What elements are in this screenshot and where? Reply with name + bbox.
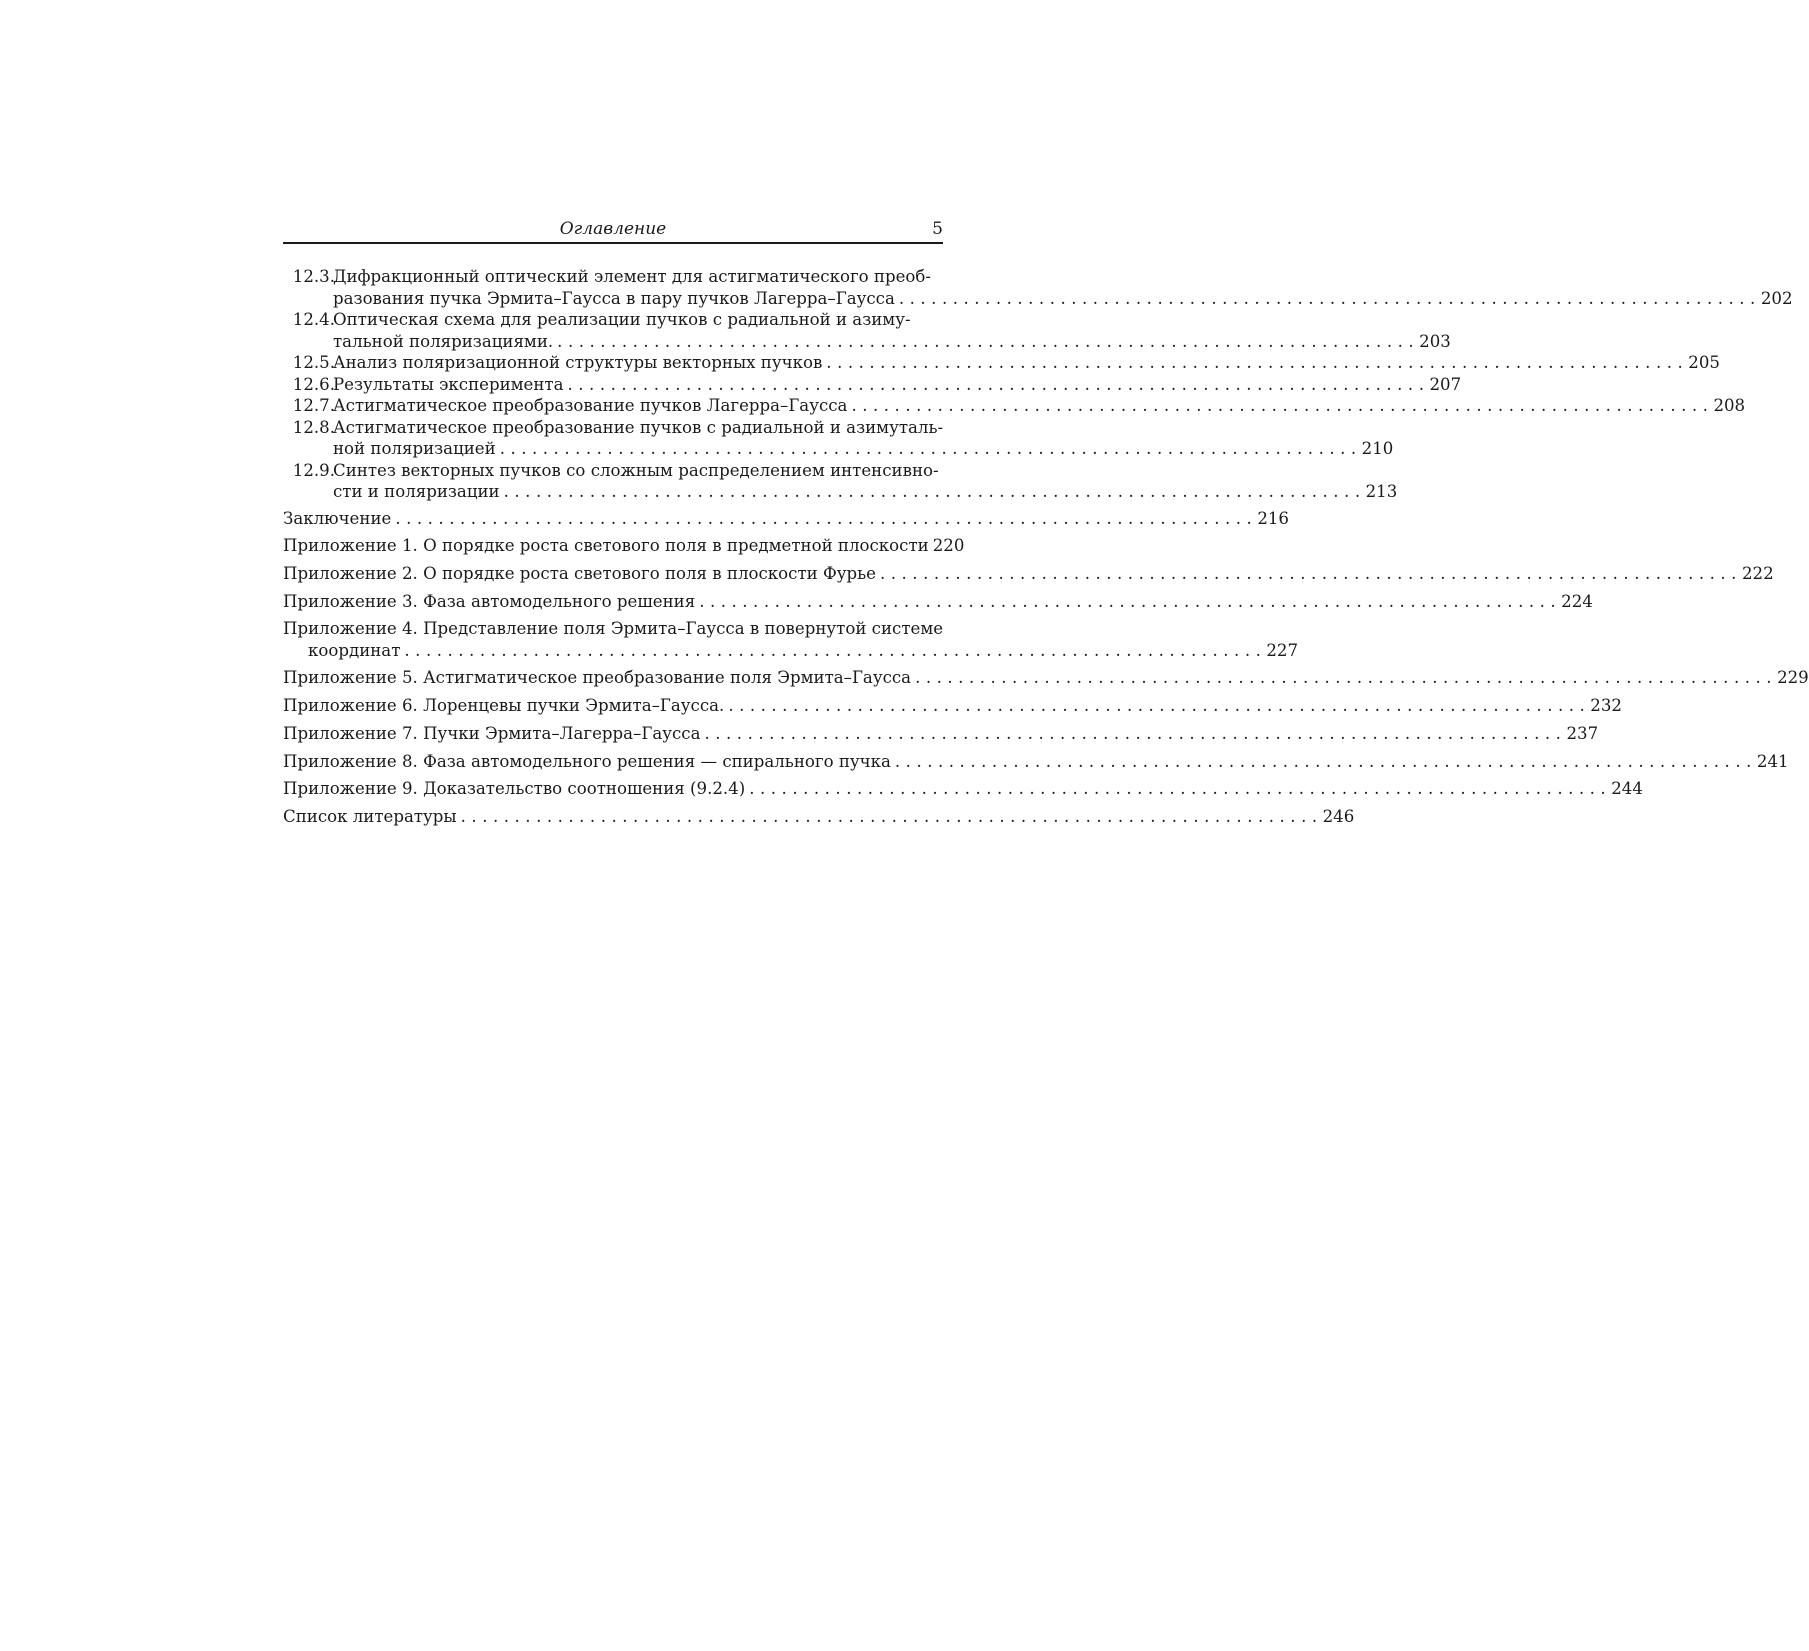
section-number: 12.8. [292,417,335,437]
entry-page: 205 [1688,353,1720,372]
entry-page: 210 [1361,439,1394,458]
entry-title-line2: ной поляризацией [333,439,496,458]
leader-dots: ................................................................................ [499,439,1362,458]
entry-page: 241 [1756,751,1789,771]
entry-title-line2: разования пучка Эрмита–Гаусса в пару пучков Лагерра–Гаусса [333,288,895,308]
toc-entry-appendix-7[interactable] [283,723,1599,745]
leader-dots: ................................................................................ [728,696,1591,716]
leader-dots: ................................................................................ [567,374,1430,394]
toc-entry-appendix-2[interactable] [283,563,1774,585]
entry-page: 227 [1266,640,1299,660]
entry-title-line1: Приложение 4. Представление поля Эрмита–Гаусса в повернутой системе [283,619,944,639]
entry-title: Астигматическое преобразование пучков Лагерра–Гаусса [333,396,848,415]
entry-title-line2: тальной поляризациями. [333,331,554,351]
toc-entry-appendix-4[interactable] [283,618,1299,661]
entry-page: 208 [1713,396,1746,415]
section-number: 12.3. [292,267,335,286]
table-of-contents [283,266,1809,827]
leader-dots: ................................................................................ [704,723,1567,743]
leader-dots: ................................................................................ [404,640,1267,660]
entry-title: Приложение 9. Доказательство соотношения (9.2.4) [283,779,746,799]
toc-entry-12-7[interactable] [283,395,1746,417]
toc-entry-12-3[interactable] [283,266,1793,309]
entry-title-line1: Дифракционный оптический элемент для астигматического преоб- [333,267,931,286]
toc-entry-appendix-5[interactable] [283,667,1809,689]
toc-entry-12-4[interactable] [283,309,1451,352]
running-header [283,218,943,244]
leader-dots: ................................................................................ [749,779,1612,799]
toc-entry-appendix-1[interactable] [283,535,965,557]
leader-dots: ................................................................................ [557,331,1420,351]
page-number: 5 [932,219,943,239]
entry-title-line1: Астигматическое преобразование пучков с радиальной и азимуталь- [333,417,944,437]
leader-dots: ................................................................................ [879,563,1742,583]
entry-title-line2: сти и поляризации [333,482,500,501]
leader-dots: ................................................................................ [395,508,1258,528]
toc-entry-appendix-6[interactable] [283,695,1622,717]
leader-dots: ................................................................................ [503,482,1366,501]
leader-dots: ................................................................................ [699,591,1562,611]
entry-page: 232 [1590,696,1622,716]
toc-entry-conclusion[interactable] [283,508,1289,530]
toc-entry-appendix-9[interactable] [283,778,1643,800]
toc-entry-12-8[interactable] [283,417,1394,460]
section-number: 12.5. [292,353,335,372]
entry-title: Приложение 6. Лоренцевы пучки Эрмита–Гаусса. [283,696,725,716]
entry-page: 246 [1322,806,1355,826]
entry-page: 216 [1257,508,1289,528]
section-number: 12.9. [292,460,335,480]
leader-dots: ................................................................................ [851,396,1714,415]
entry-title-line1: Синтез векторных пучков со сложным распределением интенсивно- [333,460,939,480]
entry-title: Приложение 8. Фаза автомодельного решения — спирального пучка [283,751,891,771]
toc-page [283,218,1809,827]
entry-page: 202 [1760,288,1793,308]
entry-title: Результаты эксперимента [333,374,564,394]
entry-title: Приложение 3. Фаза автомодельного решения [283,591,696,611]
section-number: 12.4. [292,310,335,329]
toc-entry-12-6[interactable] [283,374,1462,396]
entry-title: Приложение 2. О порядке роста светового поля в плоскости Фурье [283,563,876,583]
entry-title: Список литературы [283,806,457,826]
entry-page: 229 [1777,668,1809,688]
entry-page: 220 [932,536,965,556]
entry-title-line2: координат [308,640,401,660]
leader-dots: ................................................................................ [826,353,1689,372]
entry-page: 222 [1741,563,1774,583]
entry-title: Приложение 1. О порядке роста светового поля в предметной плоскости [283,536,929,556]
section-number: 12.7. [292,396,335,415]
toc-entry-appendix-3[interactable] [283,591,1593,613]
leader-dots: ................................................................................ [894,751,1757,771]
entry-page: 244 [1611,779,1643,799]
entry-title: Приложение 5. Астигматическое преобразование поля Эрмита–Гаусса [283,668,912,688]
entry-page: 203 [1419,331,1451,351]
section-number: 12.6. [292,374,335,394]
leader-dots: ................................................................................ [898,288,1761,308]
entry-page: 224 [1561,591,1593,611]
running-title: Оглавление [559,219,667,239]
entry-page: 207 [1429,374,1462,394]
toc-entry-12-9[interactable] [283,460,1398,503]
leader-dots: ................................................................................ [460,806,1323,826]
toc-entry-12-5[interactable] [283,352,1720,374]
leader-dots: ................................................................................ [915,668,1778,688]
toc-entry-appendix-8[interactable] [283,751,1789,773]
entry-page: 237 [1566,723,1599,743]
entry-page: 213 [1365,482,1398,501]
toc-entry-references[interactable] [283,806,1355,828]
entry-title: Анализ поляризационной структуры векторных пучков [333,353,823,372]
entry-title-line1: Оптическая схема для реализации пучков с радиальной и азиму- [333,310,911,329]
entry-title: Заключение [283,508,392,528]
entry-title: Приложение 7. Пучки Эрмита–Лагерра–Гаусса [283,723,701,743]
